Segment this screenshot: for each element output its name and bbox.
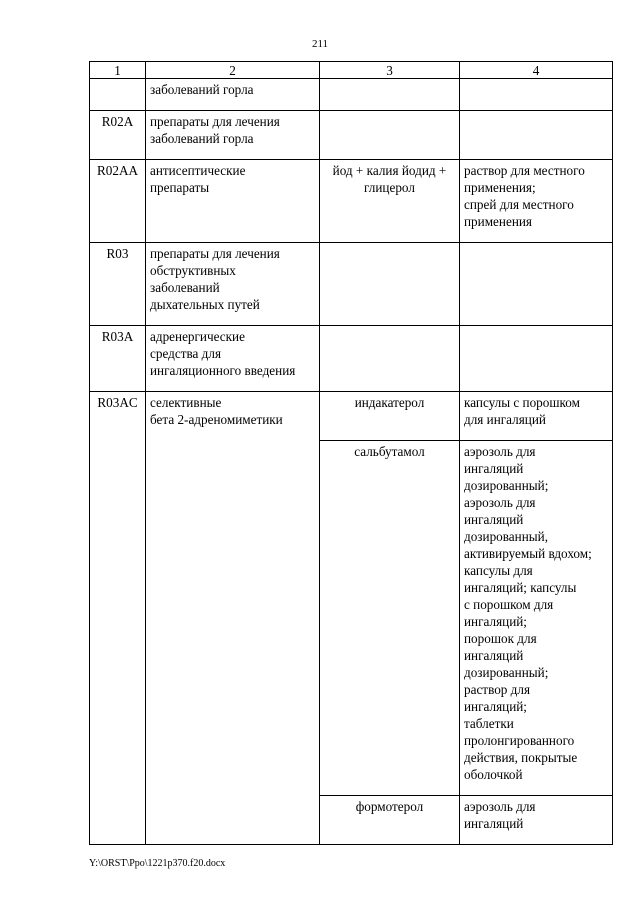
dosage-form: аэрозоль для ингаляций дозированный; аэрозоль для ингаляций дозированный, активируемый вдохом; капсулы для ингаляций; капсулы с порошком для ингаляций; порошок для ингаляций дозированный; раствор для ингаляций; таблетки пролонгированного действия, покрытые оболочкой bbox=[460, 441, 613, 796]
drug-inn: йод + калия йодид + глицерол bbox=[320, 160, 460, 243]
atc-code: R02AA bbox=[90, 160, 146, 243]
group-name: антисептические препараты bbox=[146, 160, 320, 243]
atc-code: R03AC bbox=[90, 392, 146, 845]
dosage-form: капсулы с порошком для ингаляций bbox=[460, 392, 613, 441]
group-name: заболеваний горла bbox=[146, 79, 320, 111]
dosage-form: аэрозоль для ингаляций bbox=[460, 796, 613, 845]
drug-inn bbox=[320, 326, 460, 392]
table-row bbox=[90, 392, 613, 441]
drug-inn: индакатерол bbox=[320, 392, 460, 441]
atc-code: R03 bbox=[90, 243, 146, 326]
group-name: препараты для лечения обструктивных заболеваний дыхательных путей bbox=[146, 243, 320, 326]
group-name: препараты для лечения заболеваний горла bbox=[146, 111, 320, 160]
group-name: адренергические средства для ингаляционного введения bbox=[146, 326, 320, 392]
dosage-form bbox=[460, 111, 613, 160]
dosage-form bbox=[460, 79, 613, 111]
column-header-1: 1 bbox=[90, 62, 146, 79]
footer-file-path: Y:\ORST\Ppo\1221p370.f20.docx bbox=[89, 858, 226, 869]
drug-inn bbox=[320, 111, 460, 160]
dosage-form bbox=[460, 243, 613, 326]
column-header-2: 2 bbox=[146, 62, 320, 79]
drug-inn bbox=[320, 243, 460, 326]
atc-code: R03A bbox=[90, 326, 146, 392]
table-row bbox=[90, 79, 613, 111]
drug-inn: формотерол bbox=[320, 796, 460, 845]
atc-code bbox=[90, 79, 146, 111]
dosage-form: раствор для местного применения; спрей для местного применения bbox=[460, 160, 613, 243]
table-row bbox=[90, 160, 613, 243]
drug-inn: сальбутамол bbox=[320, 441, 460, 796]
header-row bbox=[90, 62, 613, 79]
table-row bbox=[90, 111, 613, 160]
page-number: 211 bbox=[311, 38, 329, 50]
column-header-3: 3 bbox=[320, 62, 460, 79]
drug-table bbox=[89, 61, 613, 845]
table-row bbox=[90, 326, 613, 392]
drug-inn bbox=[320, 79, 460, 111]
group-name: селективные бета 2-адреномиметики bbox=[146, 392, 320, 845]
column-header-4: 4 bbox=[460, 62, 613, 79]
atc-code: R02A bbox=[90, 111, 146, 160]
dosage-form bbox=[460, 326, 613, 392]
table-row bbox=[90, 243, 613, 326]
